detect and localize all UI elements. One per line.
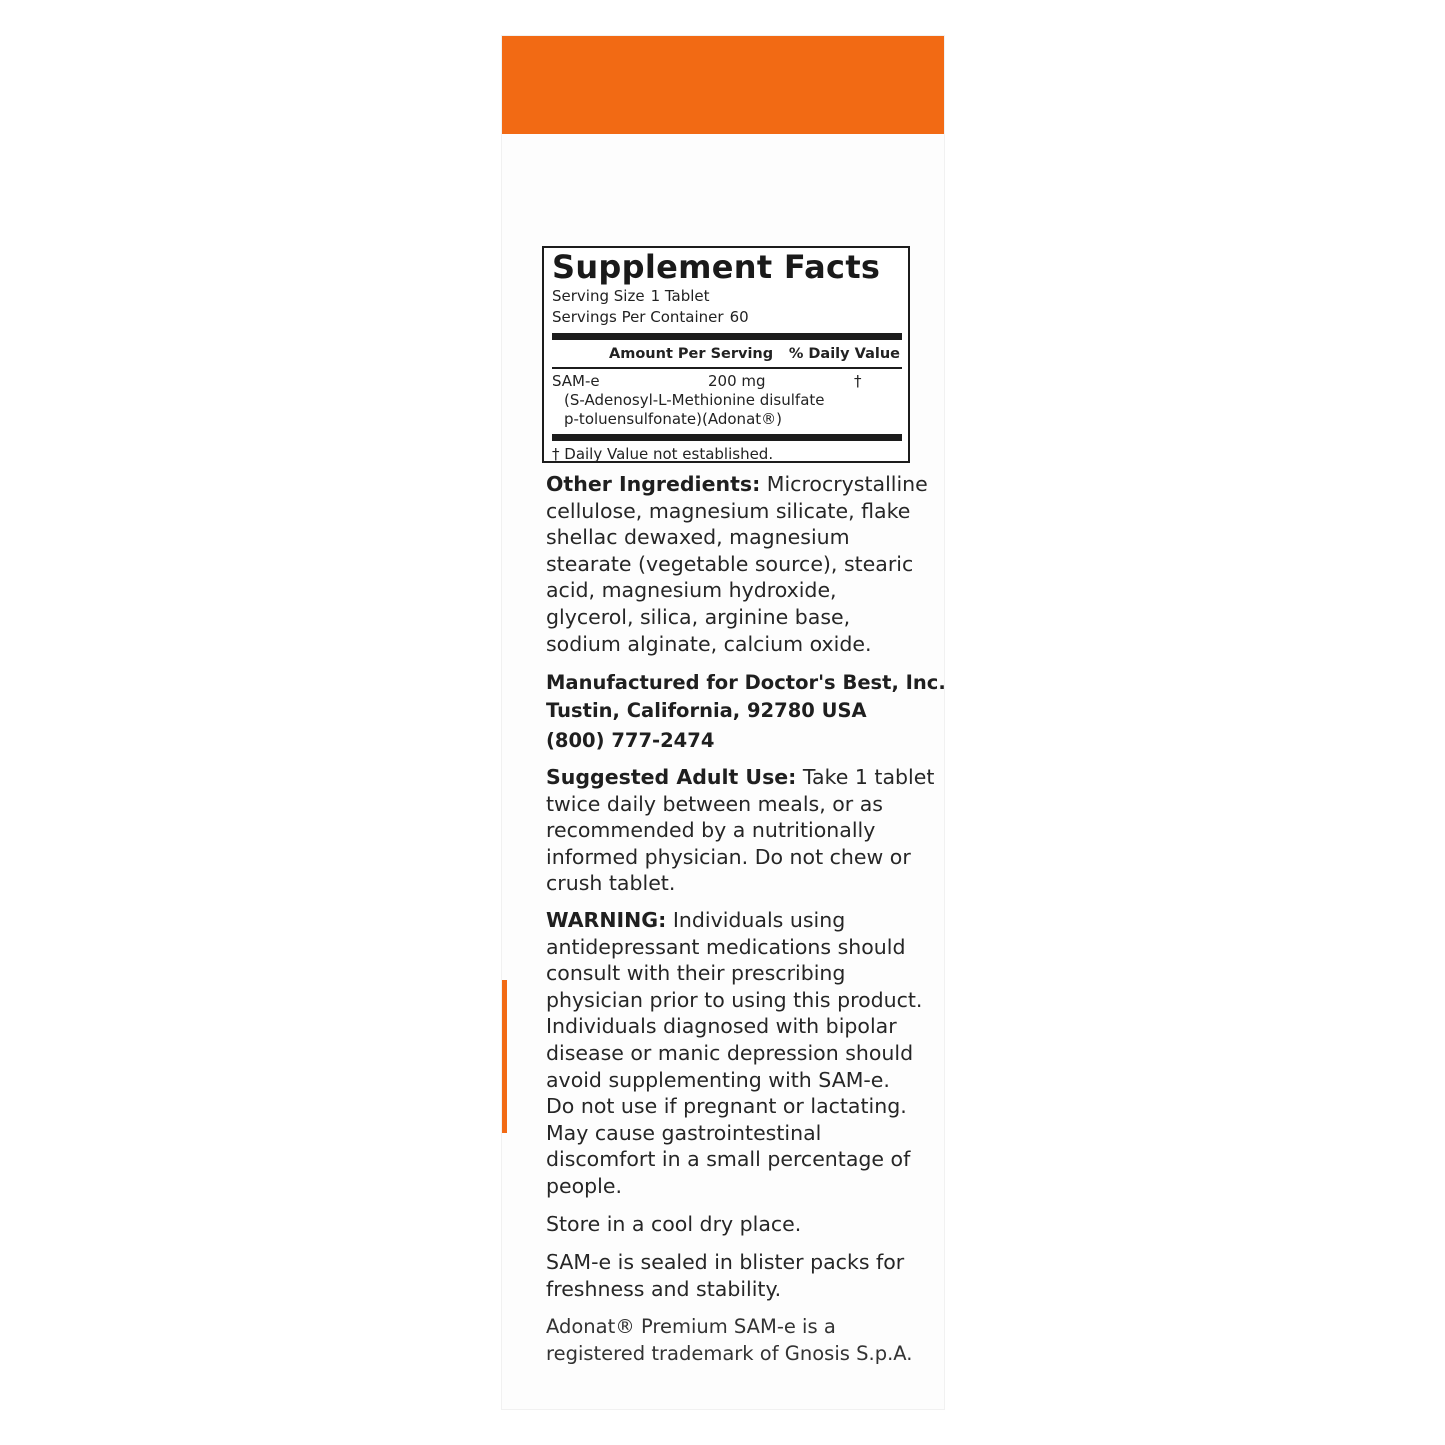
servings-label: Servings Per Container [552, 308, 724, 326]
text-line-part: Take 1 tablet [796, 765, 935, 789]
servings-value: 60 [729, 308, 749, 326]
text-line: cellulose, magnesium silicate, flake [546, 498, 911, 523]
other-ingredients-label: Other Ingredients: [546, 472, 761, 496]
text-line: crush tablet. [546, 871, 676, 896]
ingredient-daily-value: † [854, 372, 862, 390]
blister-text [546, 1249, 938, 1302]
text-line: antidepressant medications should [546, 934, 906, 959]
text-line-part: Microcrystalline [760, 472, 928, 496]
warning-text [546, 907, 938, 1200]
manufacturer-phone: (800) 777-2474 [546, 729, 715, 752]
facts-divider-thick [552, 434, 902, 441]
text-line: registered trademark of Gnosis S.p.A. [546, 1342, 913, 1365]
text-line: glycerol, silica, arginine base, [546, 604, 851, 629]
daily-value-header: % Daily Value [788, 346, 900, 362]
trademark-text [546, 1313, 912, 1367]
storage-text [546, 1211, 938, 1238]
ingredient-amount: 200 mg [708, 372, 766, 390]
text-line: May cause gastrointestinal [546, 1120, 822, 1145]
suggested-use-label: Suggested Adult Use: [546, 765, 797, 789]
text-line: sodium alginate, calcium oxide. [546, 631, 872, 656]
text-line: Store in a cool dry place. [546, 1212, 802, 1236]
other-ingredients-text [546, 471, 938, 657]
text-line [546, 907, 938, 934]
suggested-use-text [546, 764, 938, 897]
orange-side-stripe [502, 980, 507, 1133]
facts-column-header [552, 343, 902, 365]
text-line: Adonat® Premium SAM-e is a [546, 1315, 836, 1338]
text-line: physician prior to using this product. [546, 987, 923, 1012]
text-line: consult with their prescribing [546, 961, 846, 986]
ingredient-row [552, 371, 902, 391]
servings-per-container-row [552, 307, 902, 328]
text-line: disease or manic depression should [546, 1040, 914, 1065]
text-line: shellac dewaxed, magnesium [546, 525, 850, 550]
manufacturer-info [546, 669, 946, 755]
product-box-side [502, 36, 944, 1409]
text-line-part: Individuals using [666, 908, 846, 932]
text-line: acid, magnesium hydroxide, [546, 578, 837, 603]
facts-footnote: † Daily Value not established. [552, 445, 774, 463]
serving-size-label: Serving Size [552, 287, 645, 305]
warning-label: WARNING: [546, 908, 667, 932]
facts-title: Supplement Facts [552, 248, 881, 286]
ingredient-detail-line: p-toluensulfonate)(Adonat®) [564, 410, 782, 428]
text-line [546, 764, 938, 791]
facts-divider-thick [552, 333, 902, 340]
text-line: Individuals diagnosed with bipolar [546, 1014, 897, 1039]
text-line: stearate (vegetable source), stearic [546, 551, 914, 576]
text-line: informed physician. Do not chew or [546, 844, 911, 869]
manufacturer-address: Tustin, California, 92780 USA [546, 699, 867, 722]
amount-per-serving-header: Amount Per Serving [609, 346, 774, 362]
serving-size-row [552, 286, 902, 307]
text-line: discomfort in a small percentage of [546, 1147, 911, 1172]
orange-top-band [502, 36, 944, 134]
manufacturer-line: Manufactured for Doctor's Best, Inc. [546, 671, 946, 694]
serving-size-value: 1 Tablet [650, 287, 710, 305]
text-line: people. [546, 1173, 623, 1198]
text-line: Do not use if pregnant or lactating. [546, 1094, 907, 1119]
text-line: twice daily between meals, or as [546, 791, 883, 816]
text-line [546, 471, 938, 498]
ingredient-name: SAM-e [552, 372, 600, 390]
ingredient-detail-line: (S-Adenosyl-L-Methionine disulfate [564, 391, 825, 409]
text-line: freshness and stability. [546, 1276, 782, 1301]
facts-divider-thin [552, 367, 902, 369]
text-line: SAM-e is sealed in blister packs for [546, 1250, 905, 1274]
text-line: recommended by a nutritionally [546, 818, 876, 843]
supplement-facts-panel [542, 246, 910, 463]
text-line: avoid supplementing with SAM-e. [546, 1067, 890, 1092]
